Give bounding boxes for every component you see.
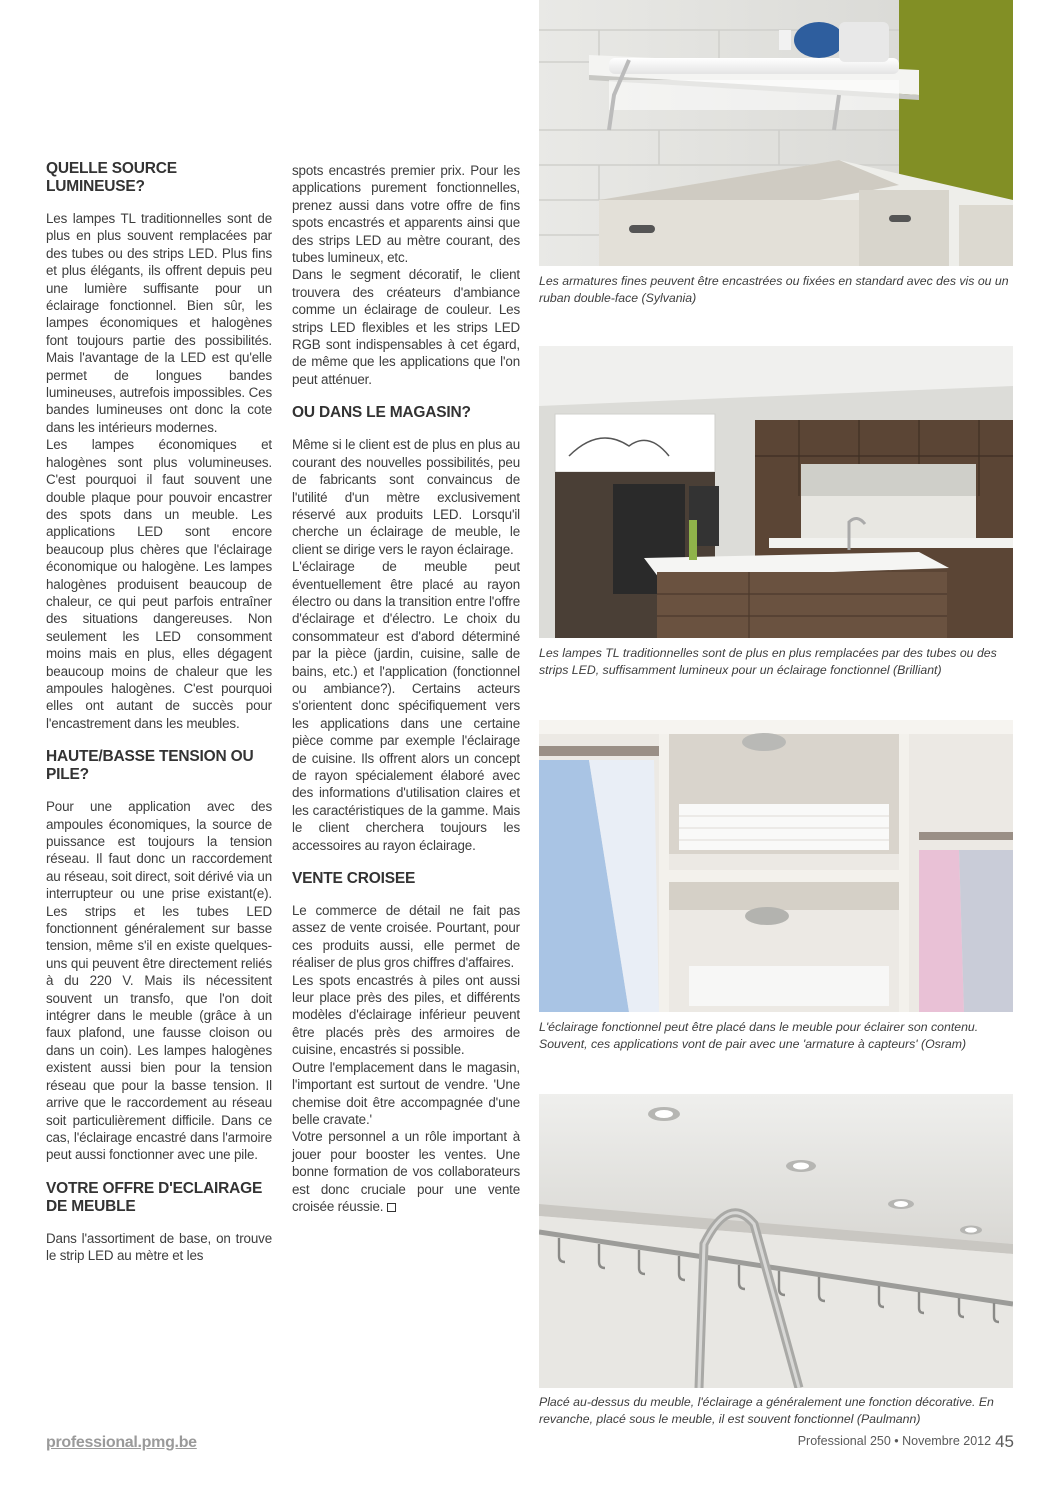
photo-kitchen xyxy=(539,346,1013,638)
page-number: 45 xyxy=(995,1432,1014,1451)
body-paragraph: Même si le client est de plus en plus au courant des nouvelles possibilités, peu de fabricants sont convaincus de l'utilité d'un mètre exclusivement réservé aux produits LED. Lorsqu'il cherche un éclairage de meuble, le client se dirige vers le rayon éclairage. xyxy=(292,437,520,557)
footer-magazine: Professional 250 • Novembre 2012 xyxy=(797,1434,992,1448)
photo-wardrobe xyxy=(539,720,1013,1012)
article-column-2 xyxy=(292,162,520,1215)
photo-under-cabinet xyxy=(539,1094,1013,1388)
body-paragraph: Les lampes TL traditionnelles sont de plus en plus souvent remplacées par des tubes ou des strips LED. Plus fins et plus élégants, ils offrent depuis peu une lumière suffisante pour un éclairage fonctionnel. Bien sûr, les lampes économiques et halogènes font toujours partie des possibilités. Mais l'avantage de la LED est qu'elle permet de longues bandes lumineuses, autrefois impossibles. Ces bandes lumineuses ont donc la cote dans les intérieurs modernes. xyxy=(46,211,272,435)
body-paragraph: Votre personnel a un rôle important à jouer pour booster les ventes. Une bonne formation de vos collaborateurs est donc cruciale pour une vente croisée réussie. xyxy=(292,1129,520,1214)
caption-photo-1: Les armatures fines peuvent être encastrées ou fixées en standard avec des vis ou un ruban double-face (Sylvania) xyxy=(539,274,1009,305)
end-of-article-icon xyxy=(387,1203,396,1212)
body-paragraph: Dans l'assortiment de base, on trouve le strip LED au mètre et les xyxy=(46,1230,272,1264)
body-paragraph: L'éclairage de meuble peut éventuellement être placé au rayon électro ou dans la transition entre l'offre d'éclairage et d'électro. Le choix du consommateur est d'abord déterminé par la pièce (jardin, cuisine, salle de bains, etc.) et l'application (fonctionnel ou ambiance?). Certains acteurs s'orientent donc spécifiquement vers les applications dans une certaine pièce comme par exemple l'éclairage de cuisine. Ils offrent alors un concept de rayon spécialement élaboré avec des informations d'utilisation claires et les caractéristiques de la gamme. Mais le client cherchera toujours les accessoires au rayon éclairage. xyxy=(292,559,520,853)
caption-photo-2: Les lampes TL traditionnelles sont de plus en plus remplacées par des tubes ou des strips LED, suffisamment lumineux pour un éclairage fonctionnel (Brilliant) xyxy=(539,646,997,677)
body-paragraph: Le commerce de détail ne fait pas assez de vente croisée. Pourtant, pour ces produits aussi, elle permet de réaliser de plus gros chiffres d'affaires. xyxy=(292,903,520,971)
footer-website-link[interactable]: professional.pmg.be xyxy=(46,1434,197,1451)
caption-photo-4: Placé au-dessus du meuble, l'éclairage a généralement une fonction décorative. En revanche, placé sous le meuble, il est souvent fonctionnel (Paulmann) xyxy=(539,1395,994,1426)
caption-photo-3: L'éclairage fonctionnel peut être placé dans le meuble pour éclairer son contenu. Souvent, ces applications vont de pair avec une 'armature à capteurs' (Osram) xyxy=(539,1020,979,1051)
section-heading: VENTE CROISEE xyxy=(292,870,416,888)
body-paragraph: Les lampes économiques et halogènes sont plus volumineuses. C'est pourquoi il faut souvent une double plaque pour pouvoir encastrer des spots dans un meuble. Les applications LED sont encore beaucoup plus chères que l'éclairage économique ou halogène. Les lampes halogènes produisent beaucoup de chaleur, ce qui peut parfois entraîner des situations dangereuses. Non seulement les LED consomment moins mais en plus, elles dégagent beaucoup moins de chaleur que les ampoules halogènes. C'est pourquoi elles ont autant de succès pour l'encastrement dans les meubles. xyxy=(46,437,272,731)
body-paragraph: Outre l'emplacement dans le magasin, l'important est surtout de vendre. 'Une chemise doit être accompagnée d'une belle cravate.' xyxy=(292,1059,520,1127)
section-heading: HAUTE/BASSE TENSION OU PILE? xyxy=(46,748,254,784)
section-heading: QUELLE SOURCE LUMINEUSE? xyxy=(46,160,177,195)
section-heading: OU DANS LE MAGASIN? xyxy=(292,404,471,422)
body-paragraph: Pour une application avec des ampoules économiques, la source de puissance est toujours la tension réseau. Il faut donc un raccordement au réseau, soit direct, soit dérivé via un interrupteur ou une prise existant(e). Les strips et les tubes LED fonctionnent généralement sur basse tension, même s'il en existe quelques-uns qui peuvent être directement reliés à du 220 V. Mais ils nécessitent souvent un transfo, que l'on doit intégrer dans le meuble (grâce à un faux plafond, une fausse cloison ou dans un coin). Les lampes halogènes existent aussi bien pour la tension réseau que pour la basse tension. Il arrive que le raccordement au réseau soit particulièrement difficile. Dans ce cas, l'éclairage encastré dans l'armoire peut aussi fonctionner avec une pile. xyxy=(46,799,272,1163)
body-paragraph: Dans le segment décoratif, le client trouvera des créateurs d'ambiance comme un éclairage de couleur. Les strips LED flexibles et les strips LED RGB sont indispensables à cet égard, de même que les applications que l'on peut atténuer. xyxy=(292,267,520,387)
section-heading: VOTRE OFFRE D'ECLAIRAGE DE MEUBLE xyxy=(46,1179,263,1215)
photo-shelf-lighting xyxy=(539,0,1013,266)
body-paragraph: Les spots encastrés à piles ont aussi leur place près des piles, et différents modèles d'éclairage inférieur peuvent être placés près des armoires de cuisine, encastrés si possible. xyxy=(292,972,520,1058)
footer-page-info xyxy=(798,1432,1014,1452)
body-paragraph: spots encastrés premier prix. Pour les applications purement fonctionnelles, prenez aussi dans votre offre de fins spots encastrés et apparents ainsi que des strips LED au mètre courant, des tubes lumineux, etc. xyxy=(292,163,520,266)
article-column-1 xyxy=(46,160,272,1265)
